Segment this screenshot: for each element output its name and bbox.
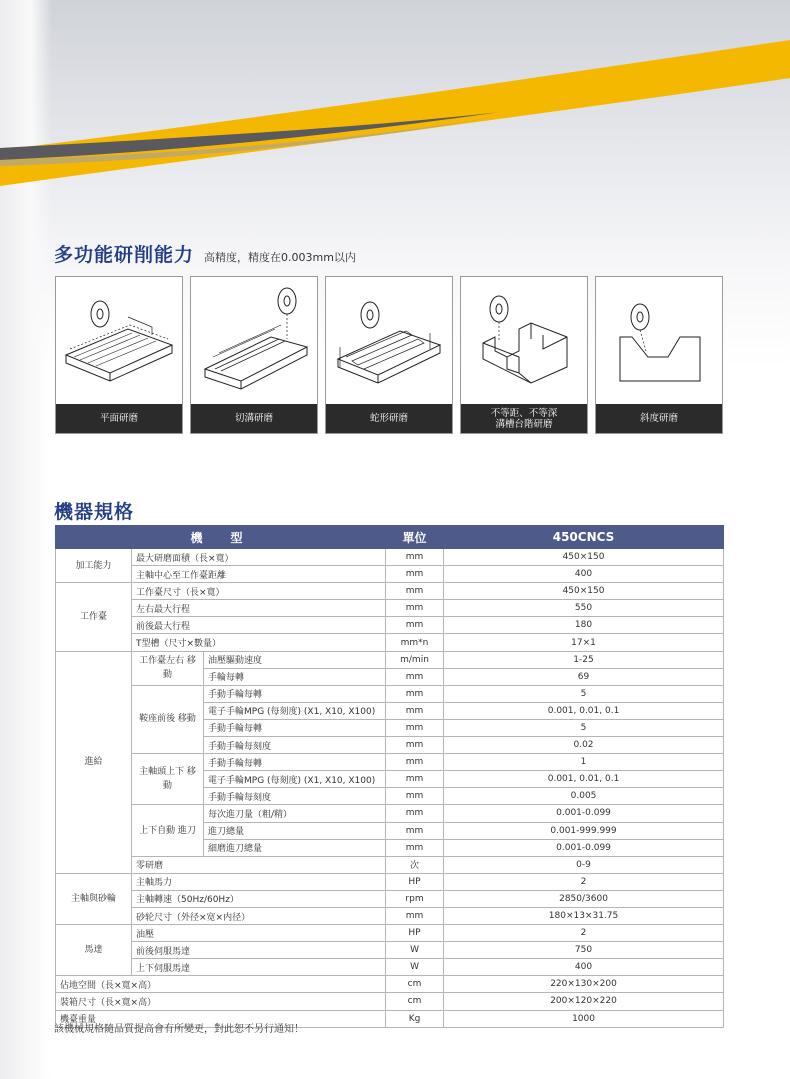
table-row bbox=[56, 617, 724, 634]
spec-value: 1-25 bbox=[444, 651, 724, 668]
spec-item: 油壓 bbox=[132, 925, 386, 942]
spec-value: 450×150 bbox=[444, 549, 724, 566]
table-row bbox=[56, 566, 724, 583]
table-row bbox=[56, 600, 724, 617]
spec-item: 工作臺尺寸（長×寬） bbox=[132, 583, 386, 600]
spec-item: 最大研磨面積（長×寬） bbox=[132, 549, 386, 566]
spec-item: 主軸轉速（50Hz/60Hz） bbox=[132, 890, 386, 907]
subgroup-auto-feed: 上下自動 進刀 bbox=[132, 805, 204, 856]
grinding-label: 斜度研磨 bbox=[596, 404, 722, 433]
spec-item: 手動手輪每轉 bbox=[204, 685, 386, 702]
spec-value: 0.001-999.999 bbox=[444, 822, 724, 839]
section-processing: 加工能力 bbox=[56, 549, 132, 583]
spec-value: 0-9 bbox=[444, 856, 724, 873]
spec-value: 0.005 bbox=[444, 788, 724, 805]
spec-item: 電子手輪MPG (每刻度) (X1, X10, X100) bbox=[204, 702, 386, 719]
spec-unit: mm bbox=[386, 737, 444, 754]
section-motor: 馬達 bbox=[56, 925, 132, 976]
spec-heading: 機器規格 bbox=[54, 501, 135, 523]
spec-item: 機臺重量 bbox=[56, 1010, 386, 1027]
grinding-types bbox=[55, 276, 723, 434]
spec-value: 1000 bbox=[444, 1010, 724, 1027]
spec-value: 400 bbox=[444, 959, 724, 976]
spec-unit: cm bbox=[386, 993, 444, 1010]
spec-value: 0.02 bbox=[444, 737, 724, 754]
table-row bbox=[56, 976, 724, 993]
capability-heading bbox=[54, 240, 356, 267]
spec-item: 佔地空間（長×寬×高） bbox=[56, 976, 386, 993]
spec-value: 0.001-0.099 bbox=[444, 839, 724, 856]
spec-unit: mm bbox=[386, 788, 444, 805]
grinding-card-slot bbox=[190, 276, 318, 434]
spec-value: 5 bbox=[444, 719, 724, 736]
spec-value: 220×130×200 bbox=[444, 976, 724, 993]
spec-value: 0.001-0.099 bbox=[444, 805, 724, 822]
table-row bbox=[56, 890, 724, 907]
spec-unit: mm bbox=[386, 668, 444, 685]
spec-unit: m/min bbox=[386, 651, 444, 668]
header-model: 機 型 bbox=[56, 526, 386, 549]
spec-value: 17×1 bbox=[444, 634, 724, 651]
spec-table bbox=[55, 525, 724, 1028]
spec-value: 2 bbox=[444, 873, 724, 890]
step-grinding-illustration bbox=[461, 277, 587, 404]
spec-unit: mm*n bbox=[386, 634, 444, 651]
spec-value: 750 bbox=[444, 942, 724, 959]
spec-unit: mm bbox=[386, 617, 444, 634]
table-row bbox=[56, 942, 724, 959]
spec-item: 零研磨 bbox=[132, 856, 386, 873]
spec-item: T型槽（尺寸×數量） bbox=[132, 634, 386, 651]
table-row bbox=[56, 651, 724, 668]
spec-unit: mm bbox=[386, 771, 444, 788]
grinding-card-serpentine bbox=[325, 276, 453, 434]
spec-unit: mm bbox=[386, 549, 444, 566]
section-table: 工作臺 bbox=[56, 583, 132, 651]
spec-header-row bbox=[56, 526, 724, 549]
spec-value: 180 bbox=[444, 617, 724, 634]
spec-item: 主軸馬力 bbox=[132, 873, 386, 890]
spec-unit: mm bbox=[386, 685, 444, 702]
spec-unit: mm bbox=[386, 839, 444, 856]
spec-item: 電子手輪MPG (每刻度) (X1, X10, X100) bbox=[204, 771, 386, 788]
spec-value: 69 bbox=[444, 668, 724, 685]
spec-item: 手動手輪每刻度 bbox=[204, 737, 386, 754]
spec-item: 裝箱尺寸（長×寬×高） bbox=[56, 993, 386, 1010]
grinding-label: 平面研磨 bbox=[56, 404, 182, 433]
table-row bbox=[56, 634, 724, 651]
grinding-card-step bbox=[460, 276, 588, 434]
spec-value: 1 bbox=[444, 754, 724, 771]
spec-unit: HP bbox=[386, 873, 444, 890]
spec-unit: mm bbox=[386, 719, 444, 736]
table-row bbox=[56, 685, 724, 702]
spec-unit: 次 bbox=[386, 856, 444, 873]
header-value: 450CNCS bbox=[444, 526, 724, 549]
spec-item: 油壓驅動速度 bbox=[204, 651, 386, 668]
surface-grinding-illustration bbox=[56, 277, 182, 404]
table-row bbox=[56, 959, 724, 976]
grinding-label: 蛇形研磨 bbox=[326, 404, 452, 433]
spec-unit: rpm bbox=[386, 890, 444, 907]
spec-item: 前後伺服馬達 bbox=[132, 942, 386, 959]
spec-item: 手動手輪每轉 bbox=[204, 754, 386, 771]
spec-value: 400 bbox=[444, 566, 724, 583]
subgroup-table-lr: 工作臺左右 移動 bbox=[132, 651, 204, 685]
spec-value: 0.001, 0.01, 0.1 bbox=[444, 771, 724, 788]
subgroup-spindle-ud: 主軸頭上下 移動 bbox=[132, 754, 204, 805]
decorative-swoosh bbox=[0, 0, 790, 200]
table-row bbox=[56, 873, 724, 890]
spec-value: 5 bbox=[444, 685, 724, 702]
spec-value: 2850/3600 bbox=[444, 890, 724, 907]
spec-item: 上下伺服馬達 bbox=[132, 959, 386, 976]
capability-subtitle: 高精度，精度在0.003mm以内 bbox=[204, 251, 356, 264]
spec-unit: W bbox=[386, 942, 444, 959]
grinding-label: 切溝研磨 bbox=[191, 404, 317, 433]
spec-unit: mm bbox=[386, 907, 444, 924]
table-row bbox=[56, 856, 724, 873]
spec-value: 0.001, 0.01, 0.1 bbox=[444, 702, 724, 719]
capability-title: 多功能研削能力 bbox=[54, 244, 195, 266]
grinding-label: 不等距、不等深 溝槽台階研磨 bbox=[461, 404, 587, 433]
spec-item: 手動手輪每刻度 bbox=[204, 788, 386, 805]
spec-unit: W bbox=[386, 959, 444, 976]
spec-value: 200×120×220 bbox=[444, 993, 724, 1010]
section-spindle-wheel: 主軸與砂輪 bbox=[56, 873, 132, 924]
spec-item: 左右最大行程 bbox=[132, 600, 386, 617]
spec-item: 每次進刀量（粗/精） bbox=[204, 805, 386, 822]
spec-value: 450×150 bbox=[444, 583, 724, 600]
header-unit: 單位 bbox=[386, 526, 444, 549]
table-row bbox=[56, 805, 724, 822]
slot-grinding-illustration bbox=[191, 277, 317, 404]
spec-value: 180×13×31.75 bbox=[444, 907, 724, 924]
table-row bbox=[56, 925, 724, 942]
spec-item: 主軸中心至工作臺距離 bbox=[132, 566, 386, 583]
spec-unit: mm bbox=[386, 754, 444, 771]
grinding-card-angle bbox=[595, 276, 723, 434]
spec-unit: HP bbox=[386, 925, 444, 942]
spec-unit: mm bbox=[386, 600, 444, 617]
spec-unit: mm bbox=[386, 822, 444, 839]
spec-value: 550 bbox=[444, 600, 724, 617]
grinding-card-surface bbox=[55, 276, 183, 434]
spec-item: 手輪每轉 bbox=[204, 668, 386, 685]
spec-unit: Kg bbox=[386, 1010, 444, 1027]
spec-table-wrap bbox=[55, 525, 724, 1028]
footnote: 該機械規格隨品質提高會有所變更，對此恕不另行通知！ bbox=[54, 1024, 304, 1035]
spec-item: 砂轮尺寸（外径×宽×内径） bbox=[132, 907, 386, 924]
spec-value: 2 bbox=[444, 925, 724, 942]
table-row bbox=[56, 754, 724, 771]
spec-item: 前後最大行程 bbox=[132, 617, 386, 634]
spec-item: 進刀總量 bbox=[204, 822, 386, 839]
spec-item: 手動手輪每轉 bbox=[204, 719, 386, 736]
spec-unit: mm bbox=[386, 566, 444, 583]
spec-unit: mm bbox=[386, 805, 444, 822]
spec-unit: mm bbox=[386, 702, 444, 719]
spec-unit: cm bbox=[386, 976, 444, 993]
subgroup-saddle: 鞍座前後 移動 bbox=[132, 685, 204, 753]
spec-item: 細磨進刀總量 bbox=[204, 839, 386, 856]
table-row bbox=[56, 549, 724, 566]
table-row bbox=[56, 993, 724, 1010]
table-row bbox=[56, 907, 724, 924]
angle-grinding-illustration bbox=[596, 277, 722, 404]
table-row bbox=[56, 583, 724, 600]
serpentine-grinding-illustration bbox=[326, 277, 452, 404]
spec-unit: mm bbox=[386, 583, 444, 600]
section-feed: 進給 bbox=[56, 651, 132, 873]
